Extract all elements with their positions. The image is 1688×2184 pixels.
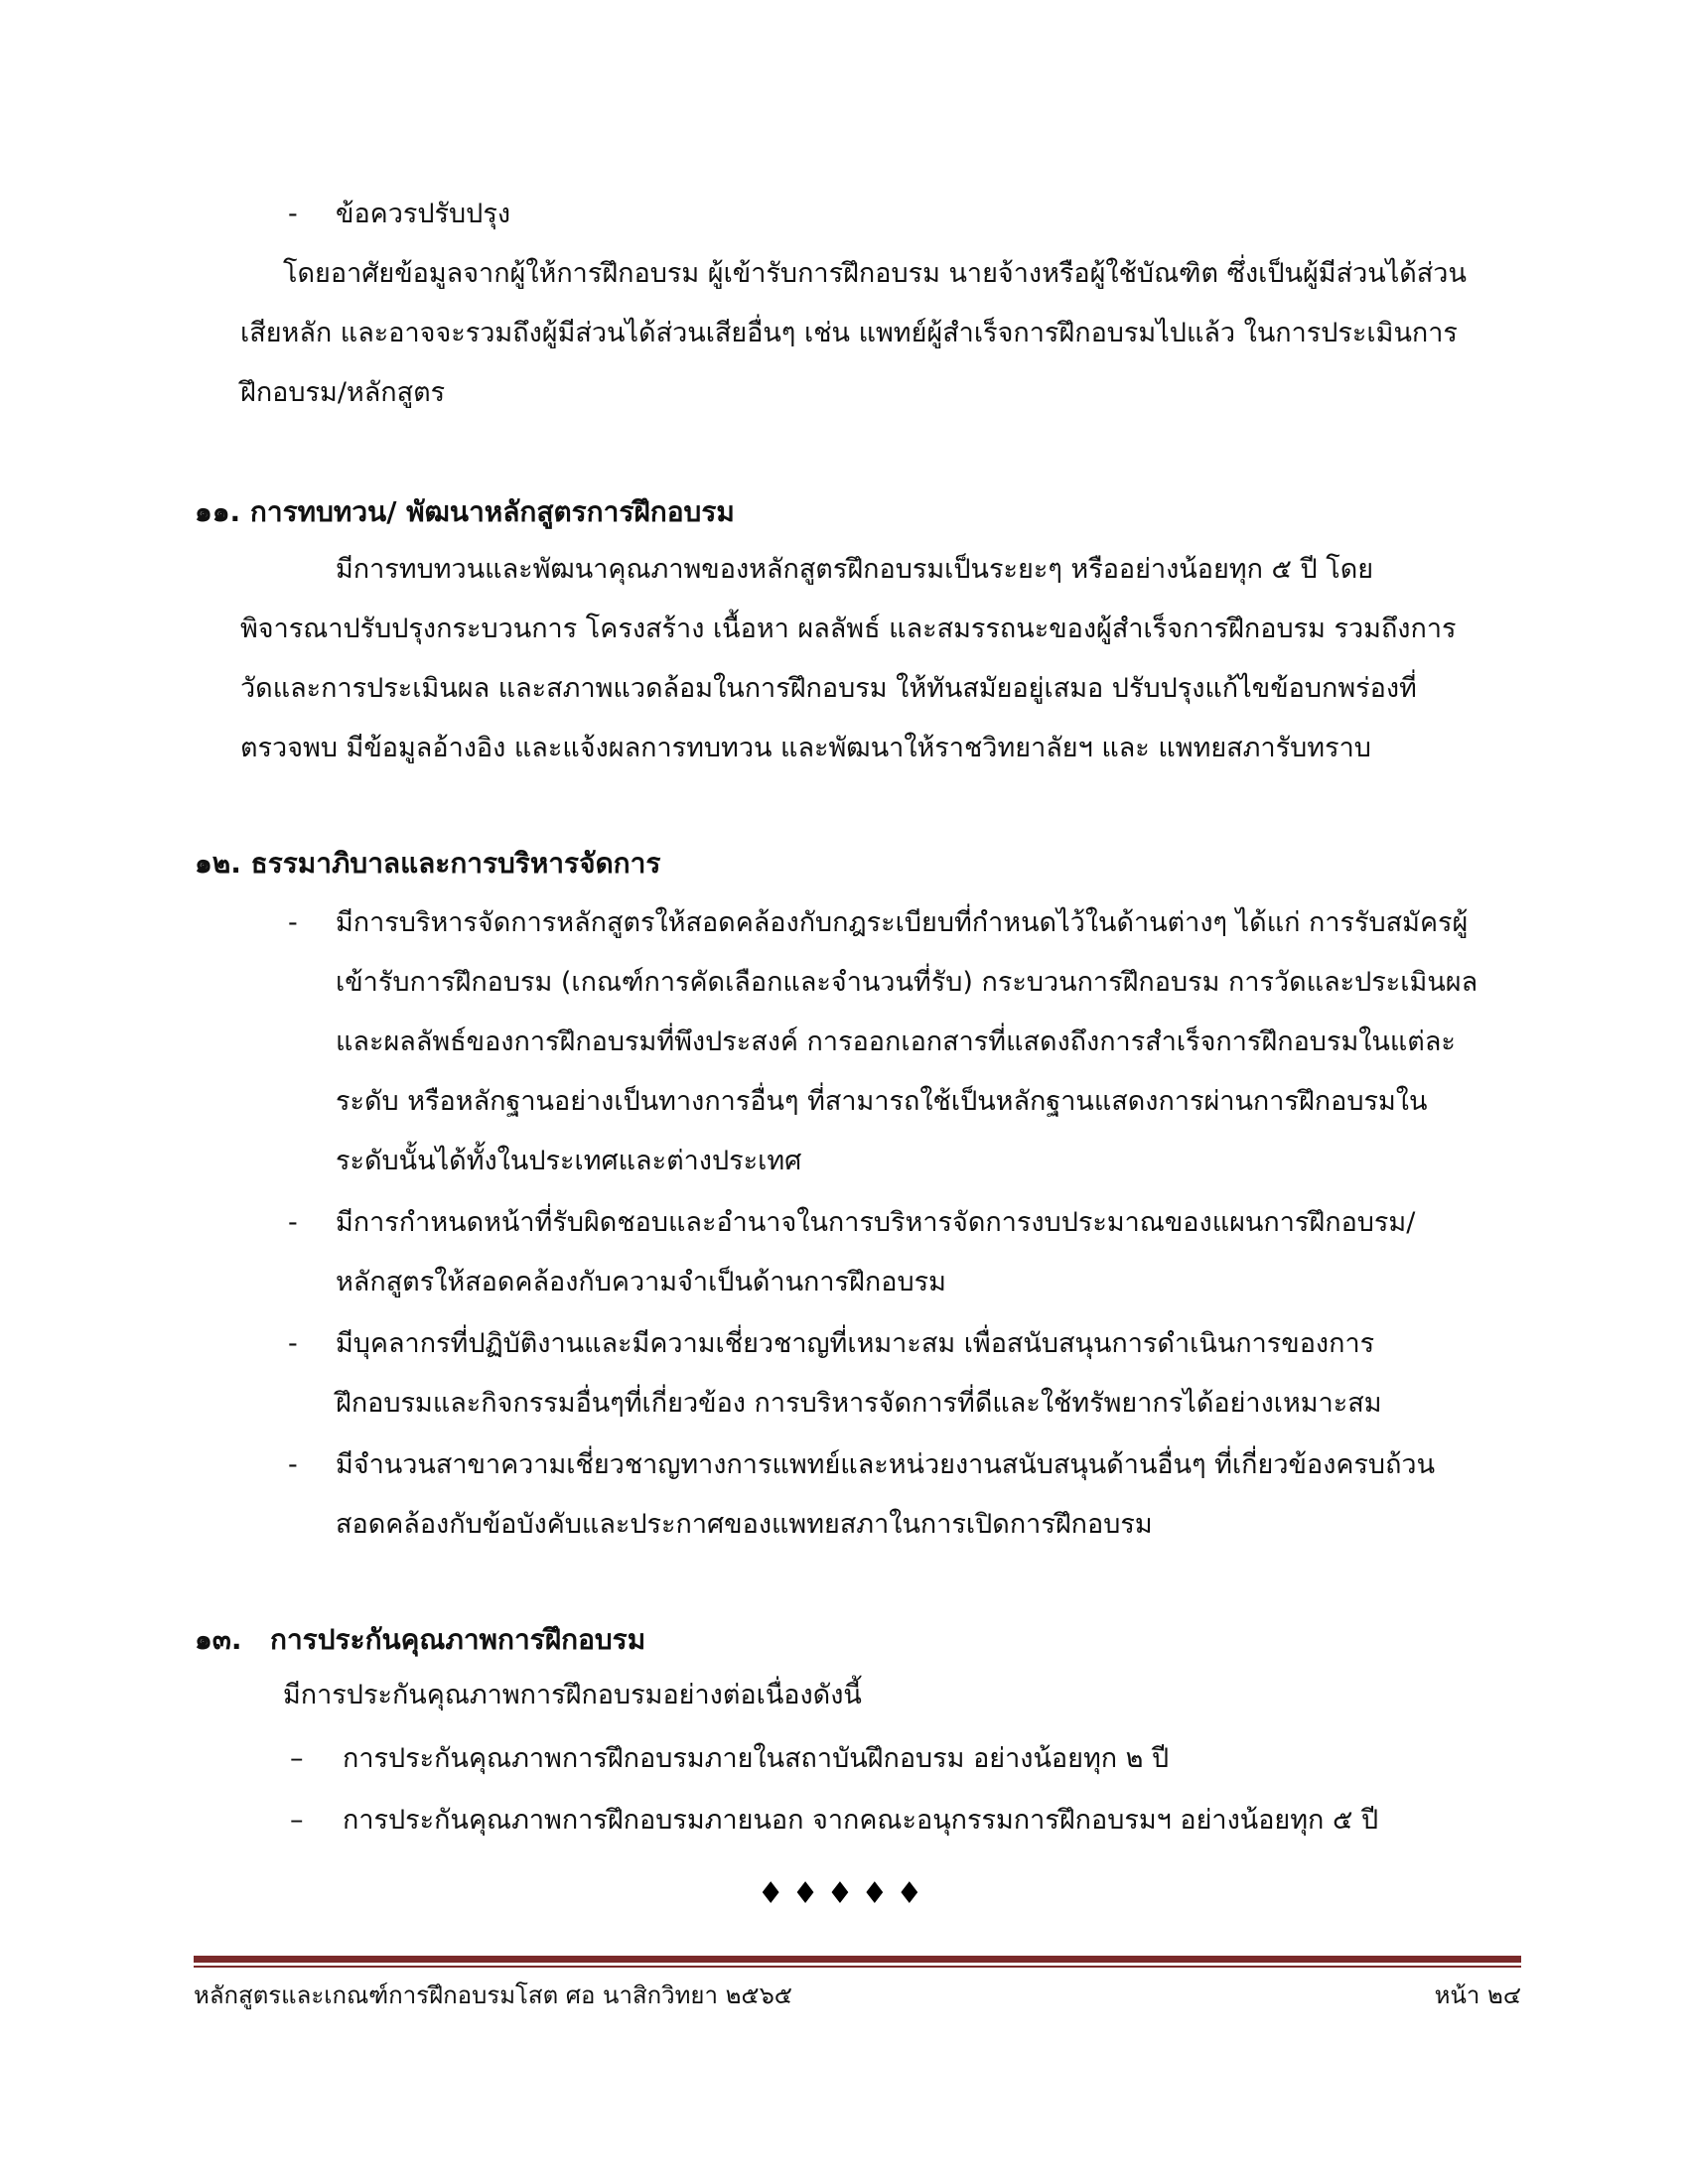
bullet-marker: - [288, 1449, 298, 1480]
footer-rule [194, 1956, 1521, 1963]
list-item-line: มีจำนวนสาขาความเชี่ยวชาญทางการแพทย์และหน่วยงานสนับสนุนด้านอื่นๆ ที่เกี่ยวข้องครบถ้วน [336, 1449, 1436, 1480]
section-heading: การประกันคุณภาพการฝึกอบรม [270, 1623, 646, 1656]
list-item-line: ระดับ หรือหลักฐานอย่างเป็นทางการอื่นๆ ที่สามารถใช้เป็นหลักฐานแสดงการผ่านการฝึกอบรมใน [336, 1086, 1428, 1117]
list-item-line: เข้ารับการฝึกอบรม (เกณฑ์การคัดเลือกและจำนวนที่รับ) กระบวนการฝึกอบรม การวัดและประเมินผล [336, 967, 1478, 998]
bullet-text: ข้อควรปรับปรุง [336, 199, 511, 229]
footer-title: หลักสูตรและเกณฑ์การฝึกอบรมโสต ศอ นาสิกวิทยา ๒๕๖๕ [194, 1981, 792, 2009]
paragraph-line: มีการประกันคุณภาพการฝึกอบรมอย่างต่อเนื่องดังนี้ [283, 1680, 862, 1710]
paragraph-line: ฝึกอบรม/หลักสูตร [240, 377, 446, 408]
dash-marker: – [290, 1743, 304, 1774]
section-heading: ๑๒. ธรรมาภิบาลและการบริหารจัดการ [195, 847, 661, 880]
list-item-line: หลักสูตรให้สอดคล้องกับความจำเป็นด้านการฝึกอบรม [336, 1267, 946, 1297]
list-item-line: และผลลัพธ์ของการฝึกอบรมที่พึงประสงค์ การออกเอกสารที่แสดงถึงการสำเร็จการฝึกอบรมในแต่ละ [336, 1026, 1456, 1057]
footer-rule-thin [194, 1966, 1521, 1968]
paragraph-line: พิจารณาปรับปรุงกระบวนการ โครงสร้าง เนื้อหา ผลลัพธ์ และสมรรถนะของผู้สำเร็จการฝึกอบรม รวมถึงการ [240, 614, 1457, 644]
bullet-marker: - [288, 907, 298, 938]
list-item-line: การประกันคุณภาพการฝึกอบรมภายนอก จากคณะอนุกรรมการฝึกอบรมฯ อย่างน้อยทุก ๕ ปี [343, 1805, 1379, 1836]
paragraph-line: เสียหลัก และอาจจะรวมถึงผู้มีส่วนได้ส่วนเสียอื่นๆ เช่น แพทย์ผู้สำเร็จการฝึกอบรมไปแล้ว ในการประเมินการ [240, 318, 1458, 348]
list-item-line: การประกันคุณภาพการฝึกอบรมภายในสถาบันฝึกอบรม อย่างน้อยทุก ๒ ปี [343, 1743, 1170, 1774]
dash-marker: – [290, 1805, 304, 1836]
bullet-marker: - [288, 199, 298, 229]
list-item-line: มีบุคลากรที่ปฏิบัติงานและมีความเชี่ยวชาญที่เหมาะสม เพื่อสนับสนุนการดำเนินการของการ [336, 1328, 1375, 1359]
list-item-line: มีการบริหารจัดการหลักสูตรให้สอดคล้องกับกฎระเบียบที่กำหนดไว้ในด้านต่างๆ ได้แก่ การรับสมัครผู้ [336, 907, 1469, 938]
list-item-line: มีการกำหนดหน้าที่รับผิดชอบและอำนาจในการบริหารจัดการงบประมาณของแผนการฝึกอบรม/ [336, 1207, 1416, 1238]
list-item-line: ระดับนั้นได้ทั้งในประเทศและต่างประเทศ [336, 1146, 802, 1176]
paragraph-line: มีการทบทวนและพัฒนาคุณภาพของหลักสูตรฝึกอบรมเป็นระยะๆ หรืออย่างน้อยทุก ๕ ปี โดย [336, 554, 1374, 585]
section-heading: ๑๑. การทบทวน/ พัฒนาหลักสูตรการฝึกอบรม [195, 495, 735, 528]
paragraph-line: โดยอาศัยข้อมูลจากผู้ให้การฝึกอบรม ผู้เข้ารับการฝึกอบรม นายจ้างหรือผู้ใช้บัณฑิต ซึ่งเป็นผู้มีส่วนได้ส่วน [283, 258, 1467, 289]
diamond-separator: ♦♦♦♦♦ [757, 1876, 931, 1911]
bullet-marker: - [288, 1328, 298, 1359]
list-item-line: สอดคล้องกับข้อบังคับและประกาศของแพทยสภาในการเปิดการฝึกอบรม [336, 1509, 1153, 1540]
paragraph-line: ตรวจพบ มีข้อมูลอ้างอิง และแจ้งผลการทบทวน และพัฒนาให้ราชวิทยาลัยฯ และ แพทยสภารับทราบ [240, 733, 1371, 763]
bullet-marker: - [288, 1207, 298, 1238]
paragraph-line: วัดและการประเมินผล และสภาพแวดล้อมในการฝึกอบรม ให้ทันสมัยอยู่เสมอ ปรับปรุงแก้ไขข้อบกพร่องที่ [240, 673, 1417, 704]
list-item-line: ฝึกอบรมและกิจกรรมอื่นๆที่เกี่ยวข้อง การบริหารจัดการที่ดีและใช้ทรัพยากรได้อย่างเหมาะสม [336, 1388, 1382, 1419]
page-number: หน้า ๒๔ [1434, 1981, 1521, 2009]
section-number: ๑๓. [195, 1623, 242, 1656]
